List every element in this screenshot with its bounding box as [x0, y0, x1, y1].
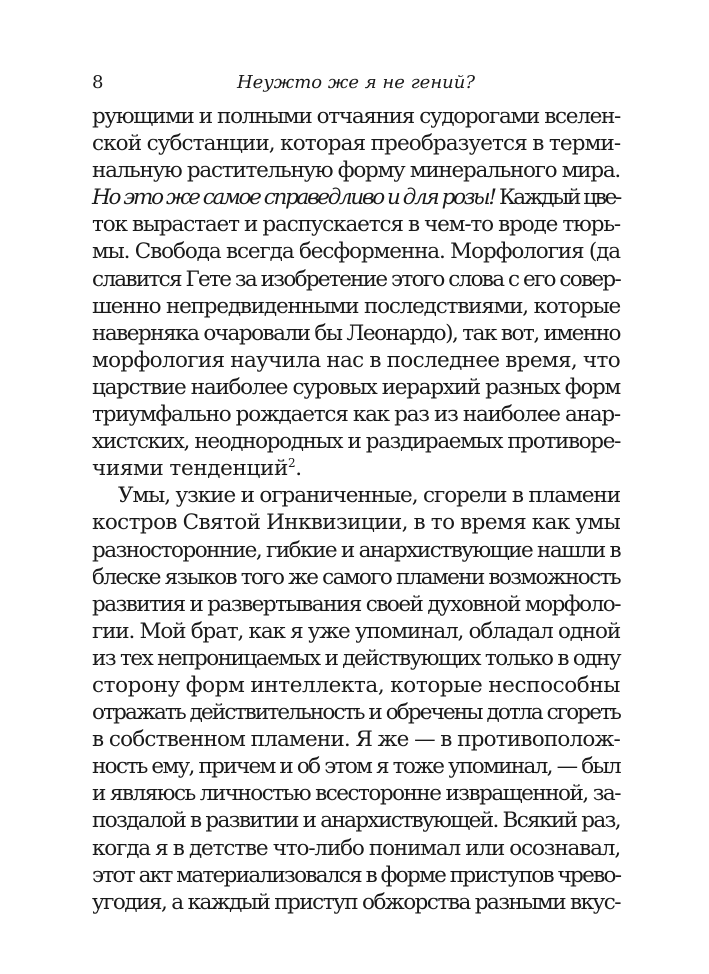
text-line: гии. Мой брат, как я уже упоминал, обладал одной	[92, 618, 620, 644]
text-line: шенно непредвиденными последствиями, которые	[92, 293, 620, 319]
text-line: из тех непроницаемых и действующих только в одну	[92, 645, 620, 671]
italic-phrase: Но это же самое справедливо и для розы!	[92, 185, 495, 211]
text-line: ность ему, причем и об этом я тоже упоминал, — был	[92, 754, 620, 780]
text-line	[92, 184, 620, 211]
text-line	[92, 455, 620, 482]
text-line: блеске языков того же самого пламени возможность	[92, 564, 620, 590]
page-header	[92, 70, 620, 96]
text-line: наверняка очаровали бы Леонардо), так вот, именно	[92, 320, 620, 346]
footnote-marker[interactable]: 2	[287, 456, 296, 471]
running-title: Неужто же я не гений?	[236, 72, 476, 93]
text-line: нальную растительную форму минерального мира.	[92, 158, 620, 184]
paragraph	[92, 103, 620, 482]
text-line: костров Святой Инквизиции, в то время как умы	[92, 510, 621, 536]
text-line: этот акт материализовался в форме приступов чрево-	[92, 862, 621, 888]
text-line: разносторонние, гибкие и анархиствующие нашли в	[92, 537, 621, 563]
text-line: хистских, неоднородных и раздираемых противоре-	[92, 429, 620, 455]
text-line: триумфально рождается как раз из наиболее анар-	[92, 402, 620, 428]
text-line: славится Гете за изобретение этого слова с его совер-	[92, 266, 621, 292]
text-run: .	[295, 456, 302, 482]
page-number: 8	[92, 72, 104, 93]
text-line: когда я в детстве что-либо понимал или осознавал,	[92, 835, 620, 861]
text-line: мы. Свобода всегда бесформенна. Морфология (да	[92, 239, 620, 265]
text-line: морфология научила нас в последнее время, что	[92, 347, 620, 373]
text-line: угодия, а каждый приступ обжорства разными вкус-	[92, 889, 620, 915]
text-line: сторону форм интеллекта, которые неспособны	[92, 672, 620, 698]
text-line: царствие наиболее суровых иерархий разных форм	[92, 374, 620, 400]
text-line: отражать действительность и обречены дотла сгореть	[92, 700, 620, 726]
text-line: рующими и полными отчаяния судорогами вселен-	[92, 104, 620, 129]
text-line: в собственном пламени. Я же — в противополож-	[92, 727, 620, 753]
text-line: ской субстанции, которая преобразуется в терми-	[92, 131, 621, 157]
text-line: Умы, узкие и ограниченные, сгорели в пламени	[118, 483, 620, 509]
text-line: и являюсь личностью всесторонне извращенной, за-	[92, 781, 620, 807]
text-line: развития и развертывания своей духовной морфоло-	[92, 591, 620, 617]
text-run: Каждый цве-	[494, 185, 620, 211]
text-line: ток вырастает и распускается в чем-то вроде тюрь-	[92, 212, 620, 238]
text-run: чиями тенденций	[92, 456, 288, 482]
text-line: поздалой в развитии и анархиствующей. Всякий раз,	[92, 808, 620, 834]
paragraph	[92, 482, 620, 916]
body-text	[92, 103, 620, 916]
